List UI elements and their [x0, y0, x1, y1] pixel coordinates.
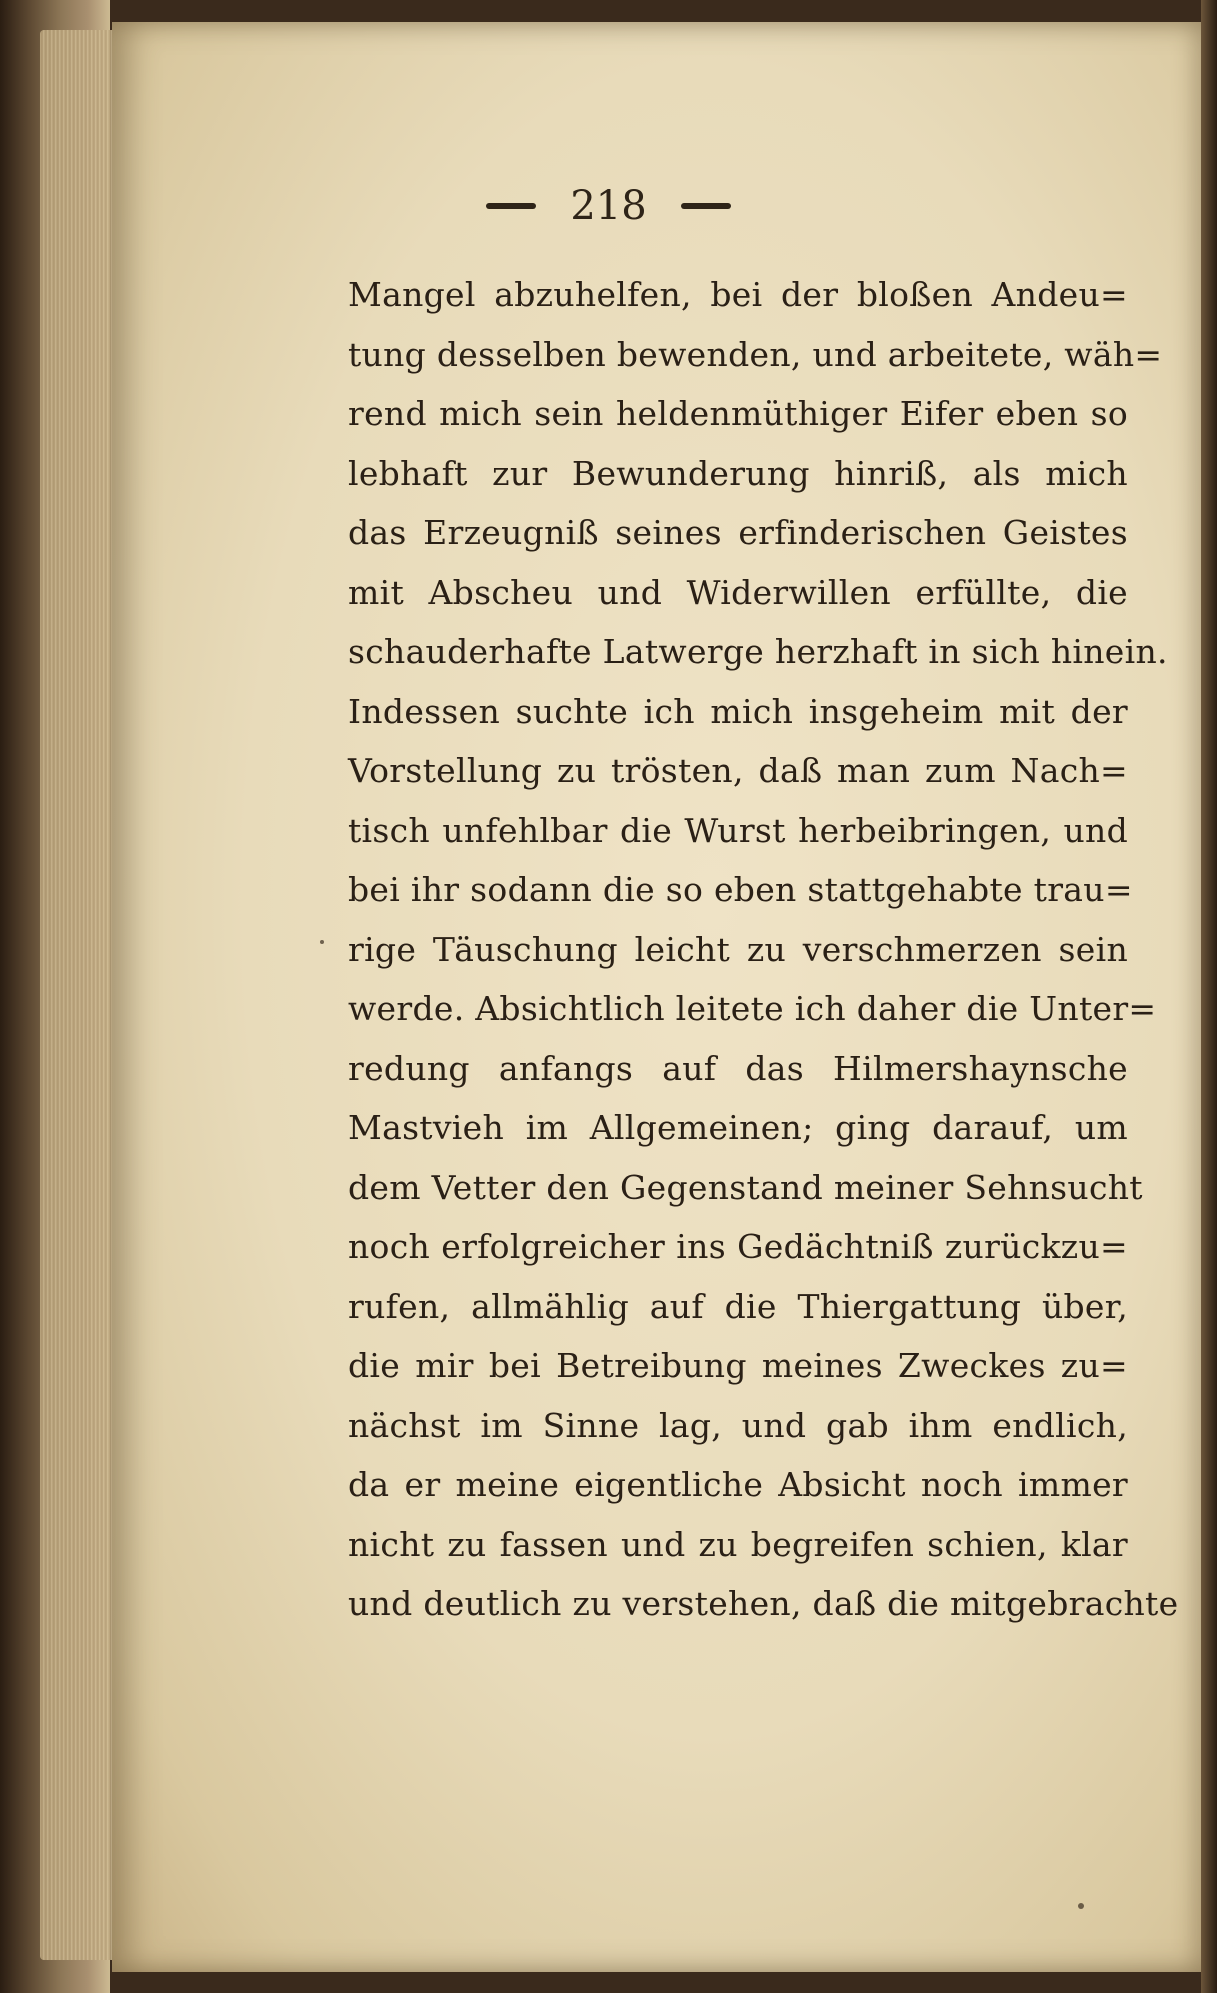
- text-line: redung anfangs auf das Hilmershaynsche: [348, 1048, 1128, 1088]
- text-line: Mastvieh im Allgemeinen; ging darauf, um: [348, 1108, 1128, 1147]
- body-text: [348, 265, 1179, 1634]
- text-line: tisch unfehlbar die Wurst herbeibringen, und: [348, 810, 1128, 850]
- text-line: mit Abscheu und Widerwillen erfüllte, die: [348, 572, 1128, 612]
- header-dash-left: [486, 203, 536, 209]
- text-line: rige Täuschung leicht zu verschmerzen sein: [348, 929, 1128, 969]
- text-line: nicht zu fassen und zu begreifen schien, klar: [348, 1524, 1128, 1564]
- text-line: Vorstellung zu trösten, daß man zum Nach=: [348, 751, 1128, 790]
- text-line: Indessen suchte ich mich insgeheim mit der: [348, 691, 1128, 731]
- text-line: rufen, allmählig auf die Thiergattung über,: [348, 1286, 1128, 1326]
- text-line: nächst im Sinne lag, und gab ihm endlich,: [348, 1405, 1128, 1445]
- text-line: Mangel abzuhelfen, bei der bloßen Andeu=: [348, 275, 1128, 314]
- header-dash-right: [681, 203, 731, 209]
- text-line: das Erzeugniß seines erfinderischen Geistes: [348, 513, 1128, 552]
- book-right-edge: [1201, 0, 1217, 1993]
- page-number: 218: [570, 183, 647, 229]
- text-line: die mir bei Betreibung meines Zweckes zu=: [348, 1346, 1128, 1385]
- text-line: lebhaft zur Bewunderung hinriß, als mich: [348, 453, 1128, 493]
- text-line: rend mich sein heldenmüthiger Eifer eben so: [348, 394, 1128, 433]
- text-line: da er meine eigentliche Absicht noch immer: [348, 1465, 1128, 1504]
- text-line: noch erfolgreicher ins Gedächtniß zurückzu=: [348, 1227, 1128, 1266]
- page-header: [0, 180, 1217, 229]
- text-line: und deutlich zu verstehen, daß die mitgebrachte: [348, 1584, 1179, 1623]
- text-line: werde. Absichtlich leitete ich daher die Unter=: [348, 989, 1157, 1028]
- text-line: bei ihr sodann die so eben stattgehabte trau=: [348, 870, 1133, 909]
- text-line: tung desselben bewenden, und arbeitete, wäh=: [348, 334, 1163, 374]
- paper-speck: [1078, 1903, 1084, 1909]
- page-stack-edge: [40, 30, 120, 1960]
- text-line: schauderhafte Latwerge herzhaft in sich hinein.: [348, 632, 1168, 671]
- paper-speck: [320, 940, 324, 944]
- text-line: dem Vetter den Gegenstand meiner Sehnsucht: [348, 1167, 1143, 1207]
